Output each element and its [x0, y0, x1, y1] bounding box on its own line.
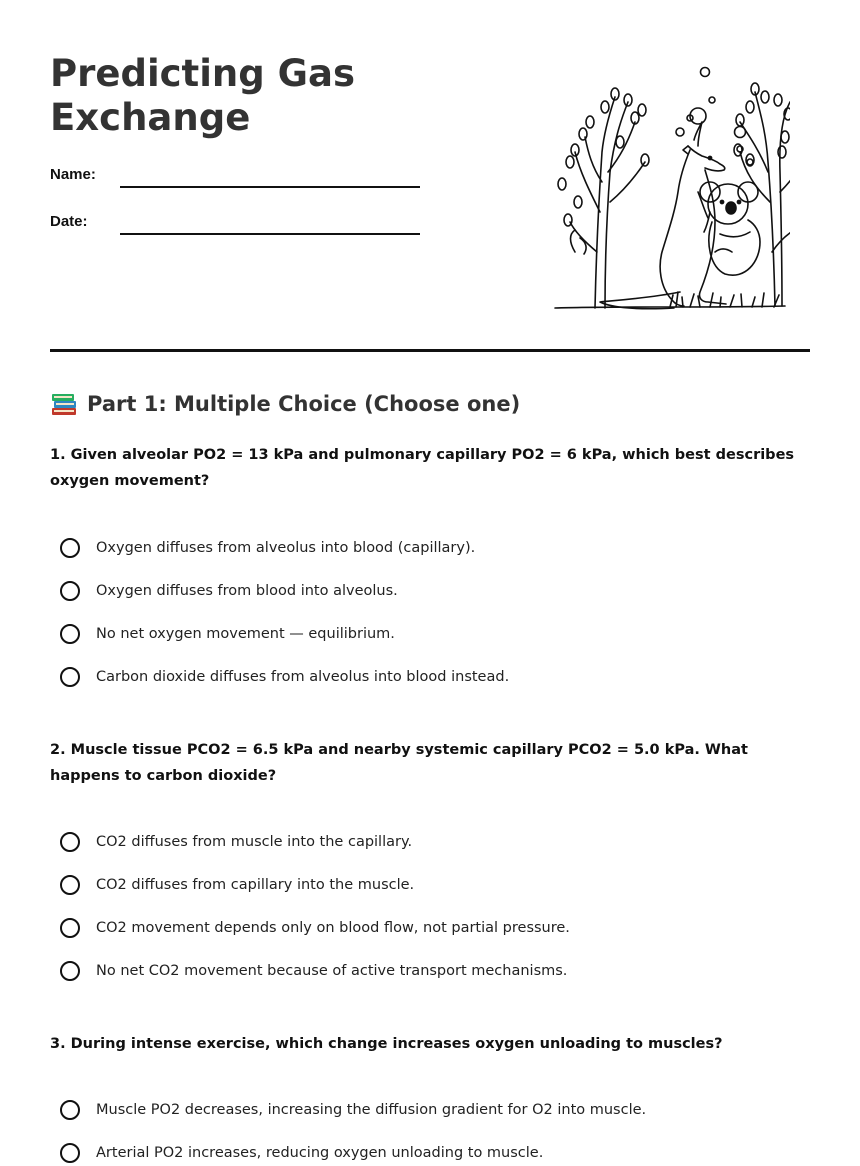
option-text: No net CO2 movement because of active transport mechanisms. [96, 963, 568, 979]
kangaroo-koala-illustration [550, 62, 790, 314]
option-text: Oxygen diffuses from alveolus into blood (capillary). [96, 540, 476, 556]
q3-option-a[interactable] [60, 1097, 646, 1123]
date-field[interactable] [120, 233, 420, 235]
radio-button[interactable] [60, 918, 80, 938]
worksheet-title [50, 52, 470, 140]
radio-button[interactable] [60, 538, 80, 558]
radio-button[interactable] [60, 832, 80, 852]
q1-option-c[interactable] [60, 621, 395, 647]
option-text: Muscle PO2 decreases, increasing the diffusion gradient for O2 into muscle. [96, 1102, 647, 1118]
radio-button[interactable] [60, 1100, 80, 1120]
q2-option-c[interactable] [60, 915, 570, 941]
title-line-2: Exchange [50, 96, 251, 139]
radio-button[interactable] [60, 961, 80, 981]
option-text: Carbon dioxide diffuses from alveolus into blood instead. [96, 669, 510, 685]
q2-option-d[interactable] [60, 958, 567, 984]
radio-button[interactable] [60, 624, 80, 644]
q2-option-b[interactable] [60, 872, 414, 898]
radio-button[interactable] [60, 875, 80, 895]
option-text: CO2 diffuses from muscle into the capillary. [96, 834, 413, 850]
question-1: 1. Given alveolar PO2 = 13 kPa and pulmonary capillary PO2 = 6 kPa, which best describes oxygen movement? [50, 447, 795, 489]
option-text: Arterial PO2 increases, reducing oxygen unloading to muscle. [96, 1145, 544, 1161]
q2-option-a[interactable] [60, 829, 412, 855]
title-line-1: Predicting Gas [50, 52, 355, 95]
header-divider [50, 349, 810, 352]
question-3: 3. During intense exercise, which change increases oxygen unloading to muscles? [50, 1036, 723, 1052]
radio-button[interactable] [60, 1143, 80, 1163]
part1-heading [50, 388, 520, 420]
radio-button[interactable] [60, 667, 80, 687]
q1-option-a[interactable] [60, 535, 475, 561]
radio-button[interactable] [60, 581, 80, 601]
option-text: Oxygen diffuses from blood into alveolus. [96, 583, 398, 599]
option-text: No net oxygen movement — equilibrium. [96, 626, 395, 642]
q1-option-d[interactable] [60, 664, 509, 690]
books-icon [50, 391, 78, 417]
q3-option-b[interactable] [60, 1140, 543, 1166]
q1-option-b[interactable] [60, 578, 398, 604]
option-text: CO2 diffuses from capillary into the muscle. [96, 877, 415, 893]
option-text: CO2 movement depends only on blood flow, not partial pressure. [96, 920, 570, 936]
date-label: Date: [50, 213, 88, 230]
name-label: Name: [50, 166, 96, 183]
name-field[interactable] [120, 186, 420, 188]
question-2: 2. Muscle tissue PCO2 = 6.5 kPa and nearby systemic capillary PCO2 = 5.0 kPa. What happens to carbon dioxide? [50, 742, 748, 784]
part1-title: Part 1: Multiple Choice (Choose one) [87, 392, 521, 416]
